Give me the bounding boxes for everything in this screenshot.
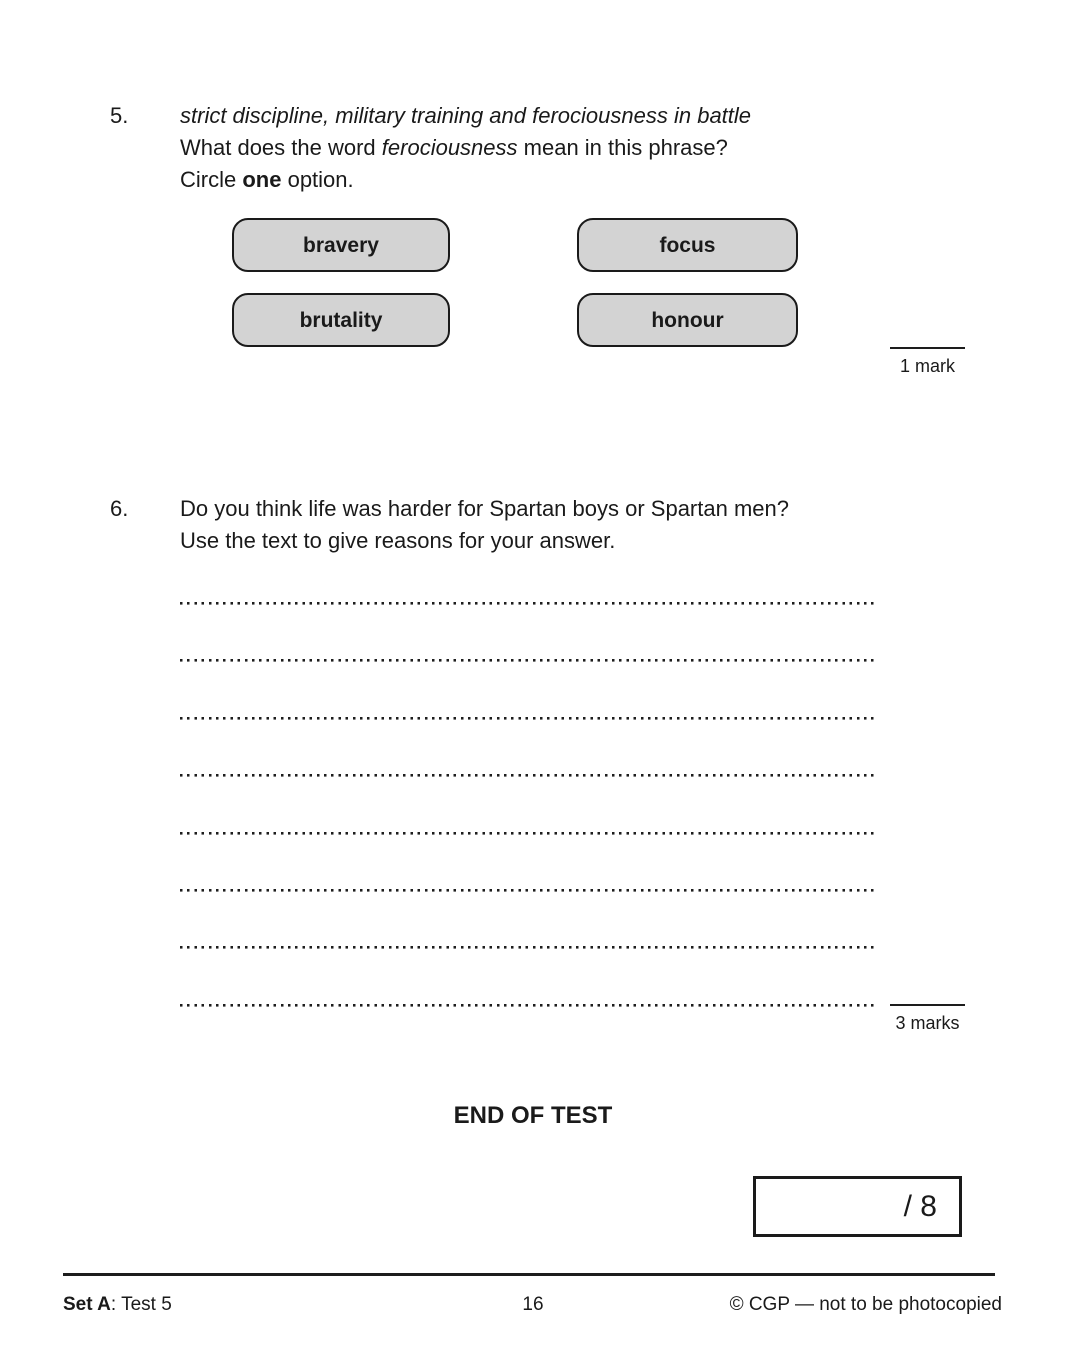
question-5-instruction-suffix: option. (281, 167, 354, 192)
question-5-text-suffix: mean in this phrase? (517, 135, 728, 160)
question-5 (0, 100, 1066, 347)
question-6-prompt-line2: Use the text to give reasons for your answer. (180, 528, 616, 553)
question-5-instruction-prefix: Circle (180, 167, 243, 192)
end-of-test-heading: END OF TEST (453, 1102, 613, 1129)
answer-line[interactable] (180, 774, 875, 831)
question-6-marks-badge: 3 marks (890, 1004, 965, 1034)
question-6 (0, 493, 1066, 557)
footer-set-label-bold: Set A (63, 1294, 111, 1315)
question-6-prompt-line1: Do you think life was harder for Spartan boys or Spartan men? (180, 496, 789, 521)
answer-line[interactable] (180, 889, 875, 946)
question-5-marks-badge: 1 mark (890, 347, 965, 377)
footer-page-number: 16 (522, 1294, 544, 1315)
answer-line[interactable] (180, 946, 875, 1003)
total-score-label: / 8 (903, 1189, 937, 1223)
question-5-instruction (180, 164, 1066, 196)
total-score-box[interactable] (753, 1176, 962, 1237)
question-6-answer-area (180, 602, 875, 1062)
question-5-quote: strict discipline, military training and ferociousness in battle (180, 103, 752, 128)
option-button-bravery[interactable]: bravery (232, 218, 450, 272)
answer-line[interactable] (180, 832, 875, 889)
footer-divider (63, 1273, 995, 1276)
footer-set-label (63, 1292, 172, 1318)
option-button-focus[interactable]: focus (577, 218, 798, 272)
answer-line[interactable] (180, 659, 875, 716)
footer-set-label-rest: : Test 5 (110, 1294, 172, 1315)
footer (63, 1292, 1002, 1318)
question-6-number: 6. (110, 496, 129, 521)
option-button-honour[interactable]: honour (577, 293, 798, 347)
question-5-text (180, 132, 1066, 164)
question-5-text-prefix: What does the word (180, 135, 382, 160)
question-5-instruction-bold-word: one (242, 167, 282, 192)
option-button-brutality[interactable]: brutality (232, 293, 450, 347)
answer-line[interactable] (180, 1004, 875, 1061)
question-5-text-italic-word: ferociousness (381, 135, 518, 160)
answer-line[interactable] (180, 602, 875, 659)
footer-copyright: © CGP — not to be photocopied (729, 1294, 1002, 1315)
question-5-options (232, 218, 1066, 347)
answer-line[interactable] (180, 717, 875, 774)
question-5-number: 5. (110, 103, 129, 128)
